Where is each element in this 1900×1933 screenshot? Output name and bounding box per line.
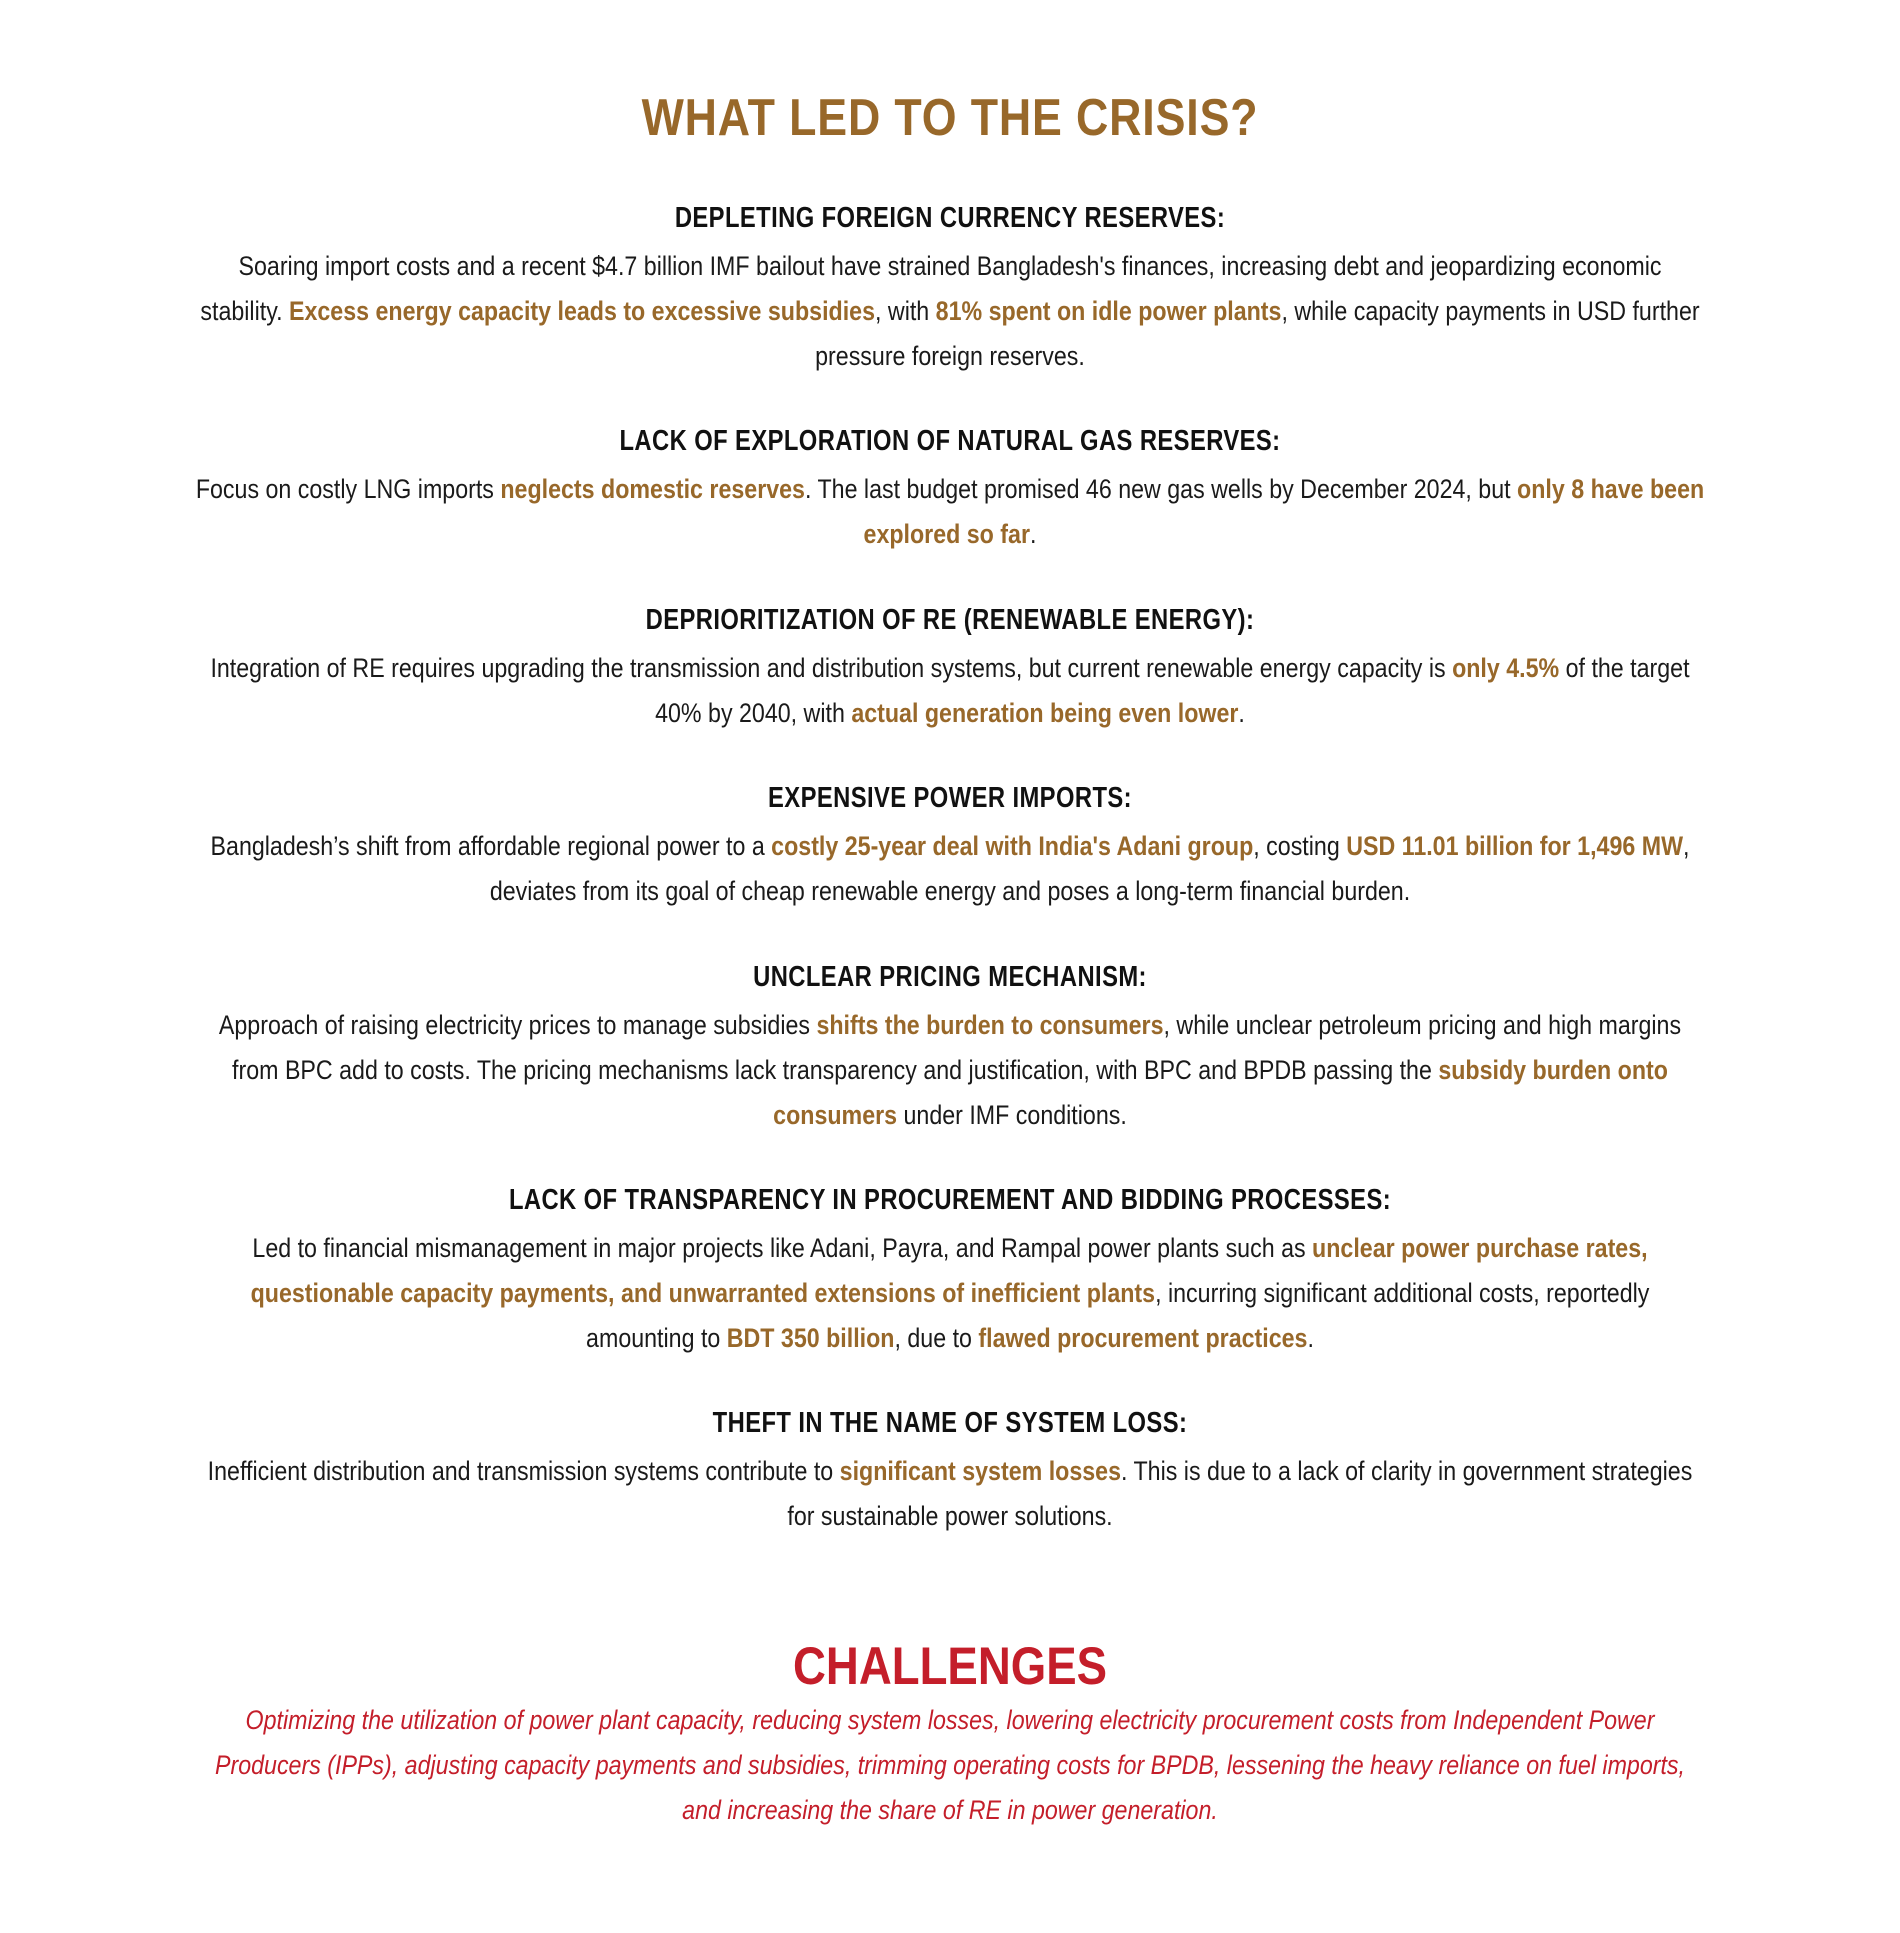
challenges-title: CHALLENGES — [792, 1637, 1108, 1696]
body-text: , incurring significant additional costs, reportedly amounting to — [586, 1278, 1650, 1353]
section-body — [195, 1003, 1705, 1138]
body-text: under IMF conditions. — [897, 1100, 1127, 1130]
body-text: , deviates from its goal of cheap renewable energy and poses a long-term financial burden. — [489, 831, 1690, 906]
section-body — [195, 1226, 1705, 1361]
section-natural-gas — [195, 421, 1705, 557]
body-text: Inefficient distribution and transmission systems contribute to — [207, 1456, 840, 1486]
body-text: . — [1238, 698, 1245, 728]
body-text: Integration of RE requires upgrading the transmission and distribution systems, but current renewable energy capacity is — [210, 653, 1453, 683]
body-text: Focus on costly LNG imports — [195, 474, 501, 504]
section-heading: EXPENSIVE POWER IMPORTS: — [768, 782, 1132, 814]
body-text: . This is due to a lack of clarity in government strategies for sustainable power solutions. — [787, 1456, 1693, 1531]
section-system-loss — [195, 1403, 1705, 1539]
section-power-imports — [195, 778, 1705, 914]
section-pricing-mechanism — [195, 957, 1705, 1138]
section-heading: DEPRIORITIZATION OF RE (RENEWABLE ENERGY): — [645, 604, 1255, 636]
body-text: of the target 40% by 2040, with — [655, 653, 1690, 728]
body-text: Soaring import costs and a recent $4.7 billion IMF bailout have strained Bangladesh's finances, increasing debt and jeopardizing economic stability. — [200, 251, 1662, 326]
highlight-text: only 4.5% — [1452, 653, 1560, 683]
section-heading: DEPLETING FOREIGN CURRENCY RESERVES: — [674, 202, 1226, 234]
body-text: , costing — [1253, 831, 1347, 861]
section-body — [195, 244, 1705, 379]
section-procurement-transparency — [195, 1180, 1705, 1361]
body-text: Approach of raising electricity prices to manage subsidies — [218, 1010, 817, 1040]
section-body — [195, 824, 1705, 914]
highlight-text: subsidy burden onto consumers — [773, 1055, 1668, 1130]
highlight-text: only 8 have been explored so far — [863, 474, 1705, 549]
body-text: , while unclear petroleum pricing and high margins from BPC add to costs. The pricing mechanisms lack transparency and justification, with BPC and BPDB passing the — [232, 1010, 1682, 1085]
highlight-text: USD 11.01 billion for 1,496 MW — [1346, 831, 1683, 861]
section-heading: THEFT IN THE NAME OF SYSTEM LOSS: — [712, 1407, 1188, 1439]
highlight-text: neglects domestic reserves — [500, 474, 805, 504]
body-text: , with — [875, 296, 936, 326]
body-text: , due to — [894, 1323, 979, 1353]
body-text: , while capacity payments in USD further pressure foreign reserves. — [815, 296, 1700, 371]
section-body — [195, 467, 1705, 557]
section-heading: UNCLEAR PRICING MECHANISM: — [753, 961, 1147, 993]
section-renewable-energy — [195, 600, 1705, 736]
body-text: . — [1307, 1323, 1314, 1353]
highlight-text: significant system losses — [839, 1456, 1122, 1486]
highlight-text: 81% spent on idle power plants — [935, 296, 1282, 326]
section-heading: LACK OF TRANSPARENCY IN PROCUREMENT AND BIDDING PROCESSES: — [508, 1184, 1392, 1216]
section-body — [195, 646, 1705, 736]
highlight-text: actual generation being even lower — [851, 698, 1239, 728]
highlight-text: costly 25-year deal with India's Adani group — [771, 831, 1254, 861]
highlight-text: flawed procurement practices — [978, 1323, 1308, 1353]
challenges-body: Optimizing the utilization of power plant capacity, reducing system losses, lowering electricity procurement costs from Independent Power Producers (IPPs), adjusting capacity payments and subsidies, trimming operating costs for BPDB, lessening the heavy reliance on fuel imports, and increasing the share of RE in power generation. — [214, 1705, 1686, 1825]
body-text: Bangladesh’s shift from affordable regional power to a — [210, 831, 772, 861]
body-text: . The last budget promised 46 new gas wells by December 2024, but — [804, 474, 1518, 504]
body-text: Led to financial mismanagement in major projects like Adani, Payra, and Rampal power plants such as — [252, 1233, 1313, 1263]
highlight-text: unclear power purchase rates, questionable capacity payments, and unwarranted extensions of inefficient plants — [250, 1233, 1648, 1308]
section-body — [195, 1449, 1705, 1539]
section-heading: LACK OF EXPLORATION OF NATURAL GAS RESERVES: — [619, 425, 1281, 457]
page-title: WHAT LED TO THE CRISIS? — [641, 89, 1259, 147]
highlight-text: shifts the burden to consumers — [816, 1010, 1164, 1040]
body-text: . — [1029, 519, 1037, 549]
highlight-text: Excess energy capacity leads to excessive subsidies — [288, 296, 876, 326]
section-foreign-currency — [195, 198, 1705, 379]
highlight-text: BDT 350 billion — [726, 1323, 895, 1353]
